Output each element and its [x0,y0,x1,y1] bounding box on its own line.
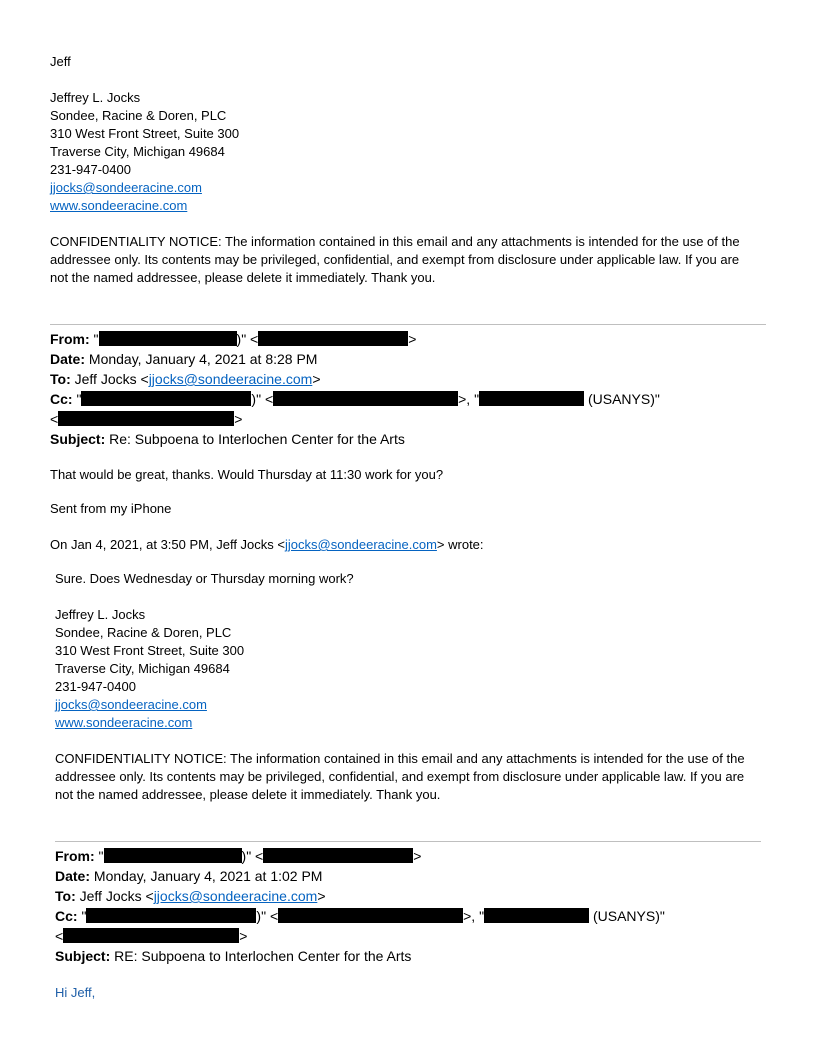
signature-email-link[interactable]: jjocks@sondeeracine.com [50,180,202,195]
subject-value: Re: Subpoena to Interlochen Center for the Arts [109,431,405,447]
quoted-signature-website-link[interactable]: www.sondeeracine.com [55,715,193,730]
from-label: From: [55,848,95,864]
to-label: To: [50,371,71,387]
redaction-block [484,908,589,923]
email-header-to: To: Jeff Jocks <jjocks@sondeeracine.com> [55,888,326,904]
separator-rule [50,324,766,325]
wrote-suffix: > wrote: [436,537,484,552]
quoted-body-text: Sure. Does Wednesday or Thursday morning work? [55,571,354,586]
email-header-cc-cont: < > [50,411,243,427]
signature-city: Traverse City, Michigan 49684 [50,144,225,159]
redaction-block [258,331,408,346]
to-label: To: [55,888,76,904]
separator-rule [55,841,761,842]
redaction-block [99,331,237,346]
subject-label: Subject: [50,431,106,447]
wrote-prefix: On Jan 4, 2021, at 3:50 PM, Jeff Jocks < [50,537,285,552]
to-email-link[interactable]: jjocks@sondeeracine.com [148,371,313,387]
email-header-cc-cont: < > [55,928,248,944]
wrote-line [50,536,484,554]
date-value: Monday, January 4, 2021 at 1:02 PM [93,868,323,884]
redaction-block [273,391,458,406]
wrote-email-link[interactable]: jjocks@sondeeracine.com [284,537,437,552]
greeting-text: Jeff [50,54,71,69]
to-email-link[interactable]: jjocks@sondeeracine.com [153,888,318,904]
signature-website-link[interactable]: www.sondeeracine.com [50,198,188,213]
cc-label: Cc: [50,391,73,407]
email-header-to: To: Jeff Jocks <jjocks@sondeeracine.com> [50,371,321,387]
sent-from-text: Sent from my iPhone [50,501,172,516]
email-header-from: From: " )" < > [55,848,422,864]
from-label: From: [50,331,90,347]
cc-label: Cc: [55,908,78,924]
signature-street: 310 West Front Street, Suite 300 [50,126,240,141]
date-label: Date: [50,351,86,367]
redaction-block [263,848,413,863]
redaction-block [63,928,239,943]
date-label: Date: [55,868,91,884]
signature-name: Jeffrey L. Jocks [50,90,141,105]
quoted-signature-phone: 231-947-0400 [55,679,136,694]
email-header-cc: Cc: " )" < >, " (USANYS)" [55,908,665,924]
redaction-block [278,908,463,923]
quoted-signature-firm: Sondee, Racine & Doren, PLC [55,625,232,640]
confidentiality-notice: CONFIDENTIALITY NOTICE: The information contained in this email and any attachments is intended for the use of the addressee only. Its contents may be privileged, confidential, and exempt from disclosure under applicable law. If you are not the named addressee, please delete it immediately. Thank you. [50,234,740,285]
email-header-date [55,866,322,886]
email-header-from: From: " )" < > [50,331,417,347]
redaction-block [81,391,251,406]
email2-greeting: Hi Jeff, [55,985,96,1000]
email-header-subject [50,429,405,449]
subject-label: Subject: [55,948,111,964]
quoted-confidentiality-notice: CONFIDENTIALITY NOTICE: The information contained in this email and any attachments is intended for the use of the addressee only. Its contents may be privileged, confidential, and exempt from disclosure under applicable law. If you are not the named addressee, please delete it immediately. Thank you. [55,751,745,802]
date-value: Monday, January 4, 2021 at 8:28 PM [88,351,318,367]
redaction-block [104,848,242,863]
cc-suffix: (USANYS)" [587,391,660,407]
redaction-block [58,411,234,426]
quoted-signature-name: Jeffrey L. Jocks [55,607,146,622]
subject-value: RE: Subpoena to Interlochen Center for the Arts [114,948,412,964]
cc-suffix: (USANYS)" [592,908,665,924]
email-header-cc: Cc: " )" < >, " (USANYS)" [50,391,660,407]
email-header-subject [55,946,411,966]
quoted-signature-city: Traverse City, Michigan 49684 [55,661,230,676]
quoted-signature-email-link[interactable]: jjocks@sondeeracine.com [55,697,207,712]
email-header-date [50,349,317,369]
redaction-block [86,908,256,923]
email-body-text: That would be great, thanks. Would Thursday at 11:30 work for you? [50,467,444,482]
signature-firm: Sondee, Racine & Doren, PLC [50,108,227,123]
quoted-signature-street: 310 West Front Street, Suite 300 [55,643,245,658]
signature-phone: 231-947-0400 [50,162,131,177]
to-name: Jeff Jocks < [74,371,149,387]
to-name: Jeff Jocks < [79,888,154,904]
redaction-block [479,391,584,406]
